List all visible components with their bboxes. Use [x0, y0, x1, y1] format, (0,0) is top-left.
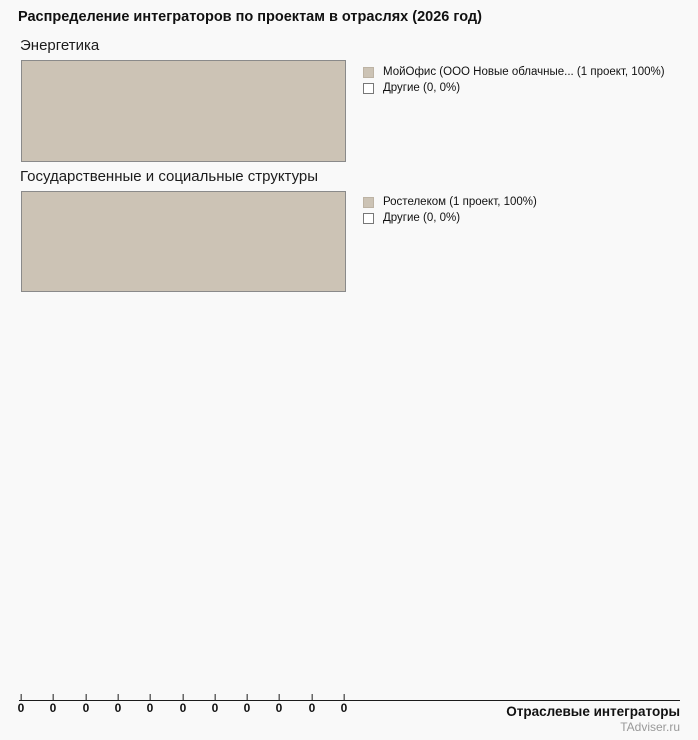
- tick-mark: [215, 694, 216, 701]
- x-axis-tick: [212, 694, 219, 715]
- legend-swatch-filled: [363, 67, 374, 78]
- x-axis-tick: [115, 694, 122, 715]
- x-axis-tick: [276, 694, 283, 715]
- legend-swatch-empty: [363, 83, 374, 94]
- legend-item: [363, 210, 537, 226]
- legend-government: [363, 194, 537, 226]
- legend-energy: [363, 64, 665, 96]
- tick-label: 0: [243, 701, 251, 715]
- tick-mark: [312, 694, 313, 701]
- legend-label: МойОфис (ООО Новые облачные... (1 проект, 100%): [383, 66, 665, 78]
- tick-mark: [344, 694, 345, 701]
- x-axis-tick: [180, 694, 187, 715]
- tick-mark: [118, 694, 119, 701]
- tick-mark: [279, 694, 280, 701]
- tick-mark: [183, 694, 184, 701]
- tadviser-watermark: TAdviser.ru: [620, 720, 680, 734]
- tick-label: 0: [211, 701, 219, 715]
- x-axis-tick: [244, 694, 251, 715]
- tick-label: 0: [82, 701, 90, 715]
- x-axis-tick: [147, 694, 154, 715]
- tick-label: 0: [340, 701, 348, 715]
- x-axis-tick: [83, 694, 90, 715]
- tick-mark: [21, 694, 22, 701]
- x-axis-caption: Отраслевые интеграторы: [506, 704, 680, 719]
- legend-item: [363, 194, 537, 210]
- legend-item: [363, 64, 665, 80]
- bar-government-rostelecom: [21, 191, 346, 292]
- tick-label: 0: [179, 701, 187, 715]
- legend-label: Ростелеком (1 проект, 100%): [383, 196, 537, 208]
- legend-swatch-empty: [363, 213, 374, 224]
- tick-mark: [53, 694, 54, 701]
- tick-label: 0: [17, 701, 25, 715]
- legend-label: Другие (0, 0%): [383, 212, 461, 224]
- tick-label: 0: [308, 701, 316, 715]
- x-axis-tick: [309, 694, 316, 715]
- x-axis-tick: [18, 694, 25, 715]
- legend-item: [363, 80, 665, 96]
- tick-mark: [86, 694, 87, 701]
- x-axis-tick: [50, 694, 57, 715]
- tick-label: 0: [275, 701, 283, 715]
- section-heading-government: Государственные и социальные структуры: [20, 168, 319, 185]
- tick-mark: [150, 694, 151, 701]
- tick-label: 0: [49, 701, 57, 715]
- bar-energy-moyofis: [21, 60, 346, 162]
- tick-label: 0: [114, 701, 122, 715]
- legend-label: Другие (0, 0%): [383, 82, 461, 94]
- x-axis-tick: [341, 694, 348, 715]
- tick-label: 0: [146, 701, 154, 715]
- chart-title: Распределение интеграторов по проектам в отраслях (2026 год): [18, 9, 482, 25]
- section-heading-energy: Энергетика: [20, 37, 100, 54]
- tick-mark: [247, 694, 248, 701]
- legend-swatch-filled: [363, 197, 374, 208]
